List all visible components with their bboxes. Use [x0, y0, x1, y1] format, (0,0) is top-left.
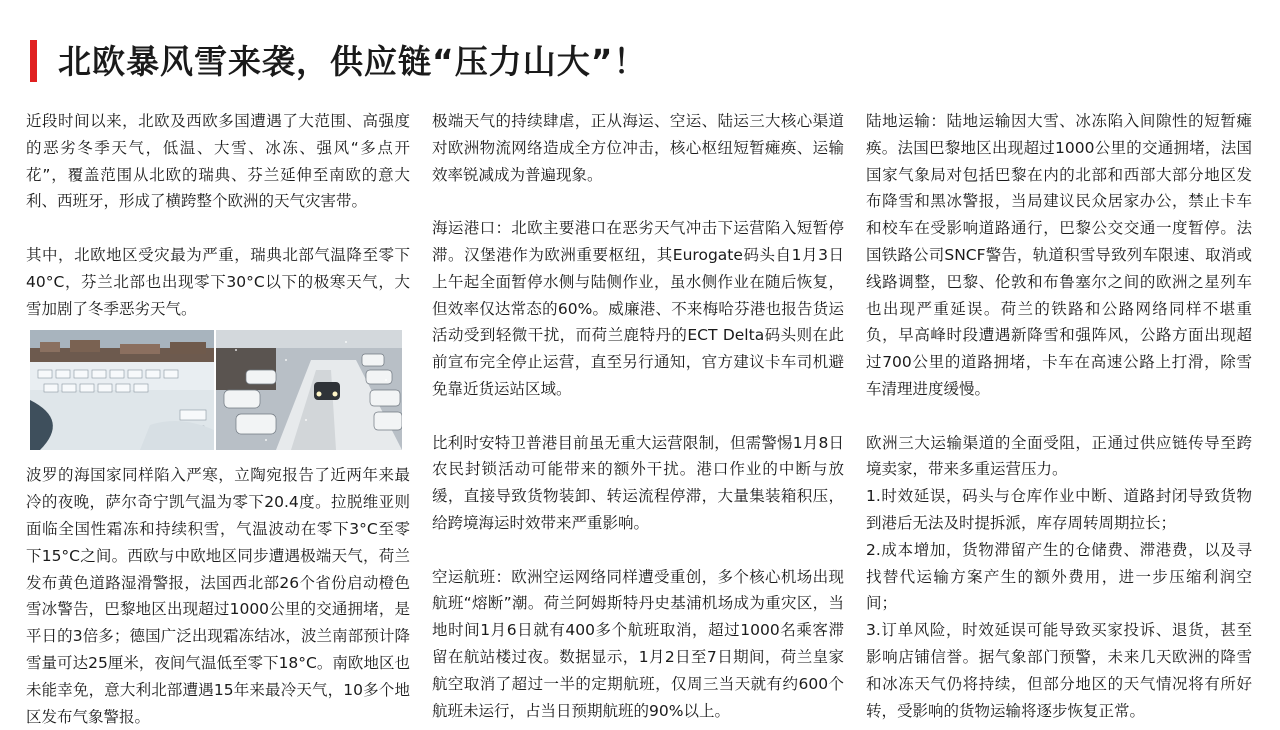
title-accent-bar [30, 40, 37, 82]
paragraph-logistics-impact: 极端天气的持续肆虐，正从海运、空运、陆运三大核心渠道对欧洲物流网络造成全方位冲击，核心枢纽短暂瘫痪、运输效率锐减成为普遍现象。 [432, 112, 844, 184]
paragraph-baltic-western-southern: 波罗的海国家同样陷入严寒，立陶宛报告了近两年来最冷的夜晚，萨尔奇宁凯气温为零下20.4度。拉脱维亚则面临全国性霜冻和持续积雪，气温波动在零下3°C至零下15°C之间。西欧与中欧地区同步遭遇极端天气，荷兰发布黄色道路湿滑警报，法国西北部26个省份启动橙色雪冰警告，巴黎地区出现超过1000公里的交通拥堵，是平日的3倍多；德国广泛出现霜冻结冰，波兰南部预计降雪量可达25厘米，夜间气温低至零下18°C。南欧地区也未能幸免，意大利北部遭遇15年来最冷天气，10多个地区发布气象警报。 [26, 466, 410, 726]
column-1 [26, 108, 410, 730]
list-item-cost: 2.成本增加，货物滞留产生的仓储费、滞港费，以及寻找替代运输方案产生的额外费用，进一步压缩利润空间； [866, 540, 1252, 613]
snowy-street-photo [216, 330, 402, 450]
paragraph-seller-pressure: 欧洲三大运输渠道的全面受阻，正通过供应链传导至跨境卖家，带来多重运营压力。 [866, 433, 1252, 479]
column-3 [866, 108, 1252, 724]
list-item-delay: 1.时效延误，码头与仓库作业中断、道路封闭导致货物到港后无法及时提拆派，库存周转周期拉长； [866, 487, 1252, 532]
paragraph-sea-ports: 海运港口：北欧主要港口在恶劣天气冲击下运营陷入短暂停滞。汉堡港作为欧洲重要枢纽，其Eurogate码头自1月3日上午起全面暂停水侧与陆侧作业，虽水侧作业在随后恢复，但效率仅达常态的60%。威廉港、不来梅哈芬港也报告货运活动受到轻微干扰，而荷兰鹿特丹的ECT Delta码头则在此前宣布完全停止运营，直至另行通知，官方建议卡车司机避免靠近货运站区域。 [432, 219, 844, 398]
paragraph-antwerp: 比利时安特卫普港目前虽无重大运营限制，但需警惕1月8日农民封锁活动可能带来的额外干扰。港口作业的中断与放缓，直接导致货物装卸、转运流程停滞，大量集装箱积压，给跨境海运时效带来严重影响。 [432, 433, 844, 532]
paragraph-intro: 近段时间以来，北欧及西欧多国遭遇了大范围、高强度的恶劣冬季天气，低温、大雪、冰冻、强风“多点开花”，覆盖范围从北欧的瑞典、芬兰延伸至南欧的意大利、西班牙，形成了横跨整个欧洲的天气灾害带。 [26, 112, 410, 211]
paragraph-nordic: 其中，北欧地区受灾最为严重，瑞典北部气温降至零下40°C，芬兰北部也出现零下30°C以下的极寒天气，大雪加剧了冬季恶劣天气。 [26, 245, 410, 318]
column-2 [432, 108, 844, 724]
paragraph-air-freight: 空运航班：欧洲空运网络同样遭受重创，多个核心机场出现航班“熔断”潮。荷兰阿姆斯特丹史基浦机场成为重灾区，当地时间1月6日就有400多个航班取消，超过1000名乘客滞留在航站楼过夜。数据显示，1月2日至7日期间，荷兰皇家航空取消了超过一半的定期航班，仅周三当天就有约600个航班未运行，占当日预期航班的90%以上。 [432, 567, 844, 720]
paragraph-land-transport: 陆地运输：陆地运输因大雪、冰冻陷入间隙性的短暂瘫痪。法国巴黎地区出现超过1000公里的交通拥堵，法国国家气象局对包括巴黎在内的北部和西部大部分地区发布降雪和黑冰警报，当局建议民众居家办公，禁止卡车和校车在受影响道路通行，巴黎公交交通一度暂停。法国铁路公司SNCF警告，轨道积雪导致列车限速、取消或线路调整，巴黎、伦敦和布鲁塞尔之间的欧洲之星列车也出现严重延误。荷兰的铁路和公路网络同样不堪重负，早高峰时段遭遇新降雪和强阵风，公路方面出现超过700公里的道路拥堵，卡车在高速公路上打滑，除雪车清理进度缓慢。 [866, 112, 1252, 398]
page-title: 北欧暴风雪来袭，供应链“压力山大”！ [58, 42, 648, 81]
frozen-harbor-photo [30, 330, 214, 450]
photo-strip [30, 330, 410, 450]
list-item-order-risk: 3.订单风险，时效延误可能导致买家投诉、退货，甚至影响店铺信誉。据气象部门预警，未来几天欧洲的降雪和冰冻天气仍将持续，但部分地区的天气情况将有所好转，受影响的货物运输将逐步恢复正常。 [866, 621, 1252, 720]
